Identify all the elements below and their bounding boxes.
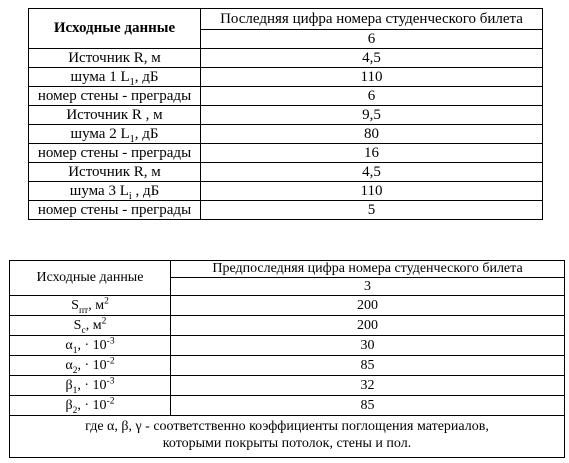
table-row	[29, 68, 543, 87]
table-row	[10, 356, 565, 376]
table2-value: 32	[171, 376, 565, 396]
table1-value: 16	[201, 144, 543, 163]
table1-value: 5	[201, 201, 543, 220]
table-row	[10, 296, 565, 316]
table1-label: шума 2 $L_1$, дБ	[29, 125, 201, 144]
table2-footnote	[10, 416, 565, 458]
table1-label: шума 1 $L_1$, дБ	[29, 68, 201, 87]
room-absorption-table	[9, 260, 565, 458]
table1-label: номер стены - преграды	[29, 201, 201, 220]
table1-label: номер стены - преграды	[29, 144, 201, 163]
table-row	[10, 336, 565, 356]
table2-digit: 3	[171, 278, 565, 296]
table2-value: 200	[171, 296, 565, 316]
table-row	[10, 316, 565, 336]
table-row	[10, 396, 565, 416]
table2-value: 30	[171, 336, 565, 356]
table1-header-initial-data: Исходные данные	[29, 9, 201, 49]
table1-value: 110	[201, 182, 543, 201]
table-row	[29, 144, 543, 163]
table1-label: номер стены - преграды	[29, 87, 201, 106]
table-row	[29, 182, 543, 201]
table2-value: 200	[171, 316, 565, 336]
table1-value: 6	[201, 87, 543, 106]
table2-param: $\alpha_1$, · $10^{-3}$	[10, 336, 171, 356]
table2-value: 85	[171, 356, 565, 376]
footnote-line: которыми покрыты потолок, стены и пол.	[162, 435, 412, 451]
table-row	[29, 49, 543, 68]
table1-value: 4,5	[201, 49, 543, 68]
table1-value: 80	[201, 125, 543, 144]
table1-label: Источник R , м	[29, 106, 201, 125]
table-row	[10, 376, 565, 396]
table2-value: 85	[171, 396, 565, 416]
noise-sources-table	[28, 8, 543, 220]
table2-header-penultimate-digit: Предпоследняя цифра номера студенческого билета	[171, 261, 565, 278]
footnote-line: где α, β, γ - соответственно коэффициенты поглощения материалов,	[85, 419, 489, 435]
table2-param: $\beta_2$, · $10^{-2}$	[10, 396, 171, 416]
table1-value: 4,5	[201, 163, 543, 182]
table1-digit: 6	[201, 30, 543, 49]
table2-param: $S_c$, $м^2$	[10, 316, 171, 336]
table2-param: $\alpha_2$, · $10^{-2}$	[10, 356, 171, 376]
table1-header-last-digit: Последняя цифра номера студенческого билета	[201, 9, 543, 30]
table1-label: Источник R, м	[29, 163, 201, 182]
table2-param: $S_{пт}$, $м^2$	[10, 296, 171, 316]
table2-header-initial-data: Исходные данные	[10, 261, 171, 296]
table-row	[29, 201, 543, 220]
table1-value: 110	[201, 68, 543, 87]
table1-value: 9,5	[201, 106, 543, 125]
table-row	[29, 87, 543, 106]
table-row	[29, 125, 543, 144]
table2-param: $\beta_1$, · $10^{-3}$	[10, 376, 171, 396]
table1-label: Источник R, м	[29, 49, 201, 68]
table1-label: шума 3 $L_i$ , дБ	[29, 182, 201, 201]
table-row	[29, 106, 543, 125]
table-row	[29, 163, 543, 182]
